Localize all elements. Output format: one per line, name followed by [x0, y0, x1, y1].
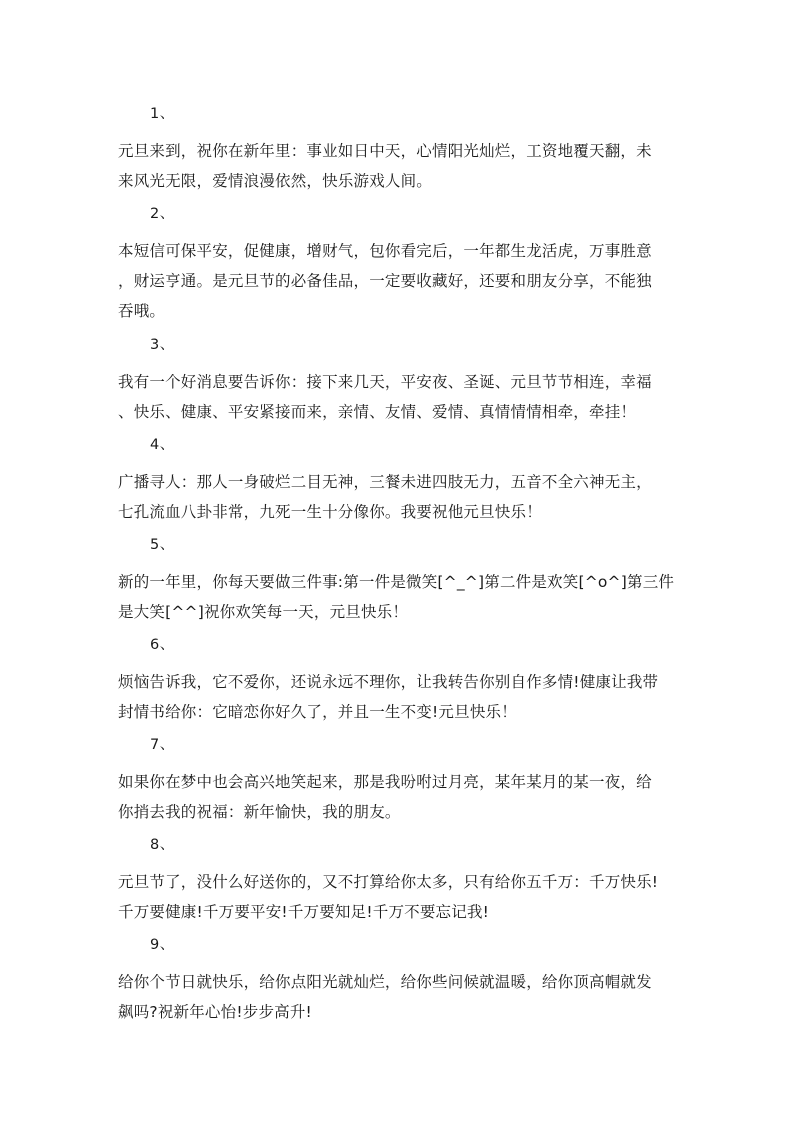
item-number: 5、 — [150, 537, 175, 553]
item-text — [118, 867, 678, 927]
item-number: 6、 — [150, 637, 175, 653]
item-number: 1、 — [150, 106, 175, 122]
item-text — [118, 967, 678, 1027]
text-line: 飙吗?祝新年心怡!步步高升! — [118, 1003, 312, 1021]
item-number: 3、 — [150, 337, 175, 353]
text-line: 你捎去我的祝福：新年愉快，我的朋友。 — [118, 803, 401, 821]
text-line: 广播寻人：那人一身破烂二目无神，三餐未进四肢无力，五音不全六神无主， — [118, 473, 652, 491]
list-item — [118, 335, 678, 427]
text-line: 我有一个好消息要告诉你：接下来几天，平安夜、圣诞、元旦节节相连，幸福 — [118, 373, 652, 391]
item-number: 2、 — [150, 206, 175, 222]
item-text — [118, 136, 678, 196]
text-line: 新的一年里，你每天要做三件事:第一件是微笑[^_^]第二件是欢笑[^o^]第三件 — [118, 573, 675, 591]
list-item — [118, 104, 678, 196]
item-number: 7、 — [150, 737, 175, 753]
text-line: 封情书给你：它暗恋你好久了，并且一生不变!元旦快乐！ — [118, 703, 517, 721]
text-line: 元旦节了，没什么好送你的，又不打算给你太多，只有给你五千万：千万快乐! — [118, 873, 659, 891]
item-text — [118, 767, 678, 827]
text-line: 本短信可保平安，促健康，增财气，包你看完后，一年都生龙活虎，万事胜意 — [118, 242, 652, 260]
text-line: 吞哦。 — [118, 302, 166, 320]
item-number: 8、 — [150, 837, 175, 853]
item-text — [118, 367, 678, 427]
text-line: 七孔流血八卦非常，九死一生十分像你。我要祝他元旦快乐！ — [118, 503, 542, 521]
list-item — [118, 435, 678, 527]
text-line: ，财运亨通。是元旦节的必备佳品，一定要收藏好，还要和朋友分享，不能独 — [118, 272, 652, 290]
text-line: 来风光无限，爱情浪漫依然，快乐游戏人间。 — [118, 172, 433, 190]
list-item — [118, 935, 678, 1027]
text-line: 千万要健康!千万要平安!千万要知足!千万不要忘记我! — [118, 903, 490, 921]
text-line: 烦恼告诉我，它不爱你，还说永远不理你，让我转告你别自作多情!健康让我带 — [118, 673, 659, 691]
item-text — [118, 667, 678, 727]
item-text — [118, 236, 678, 326]
list-item — [118, 204, 678, 326]
item-number: 4、 — [150, 437, 175, 453]
item-text — [118, 467, 678, 527]
list-item — [118, 535, 678, 627]
text-line: 、快乐、健康、平安紧接而来，亲情、友情、爱情、真情情情相牵，牵挂！ — [118, 403, 637, 421]
list-item — [118, 735, 678, 827]
text-line: 如果你在梦中也会高兴地笑起来，那是我吩咐过月亮，某年某月的某一夜，给 — [118, 773, 652, 791]
list-item — [118, 635, 678, 727]
text-line: 元旦来到，祝你在新年里：事业如日中天，心情阳光灿烂，工资地覆天翻，未 — [118, 142, 652, 160]
item-number: 9、 — [150, 937, 175, 953]
item-text — [118, 567, 678, 627]
text-line: 给你个节日就快乐，给你点阳光就灿烂，给你些问候就温暖，给你顶高帽就发 — [118, 973, 652, 991]
list-item — [118, 835, 678, 927]
text-line: 是大笑[^^]祝你欢笑每一天，元旦快乐！ — [118, 603, 409, 621]
